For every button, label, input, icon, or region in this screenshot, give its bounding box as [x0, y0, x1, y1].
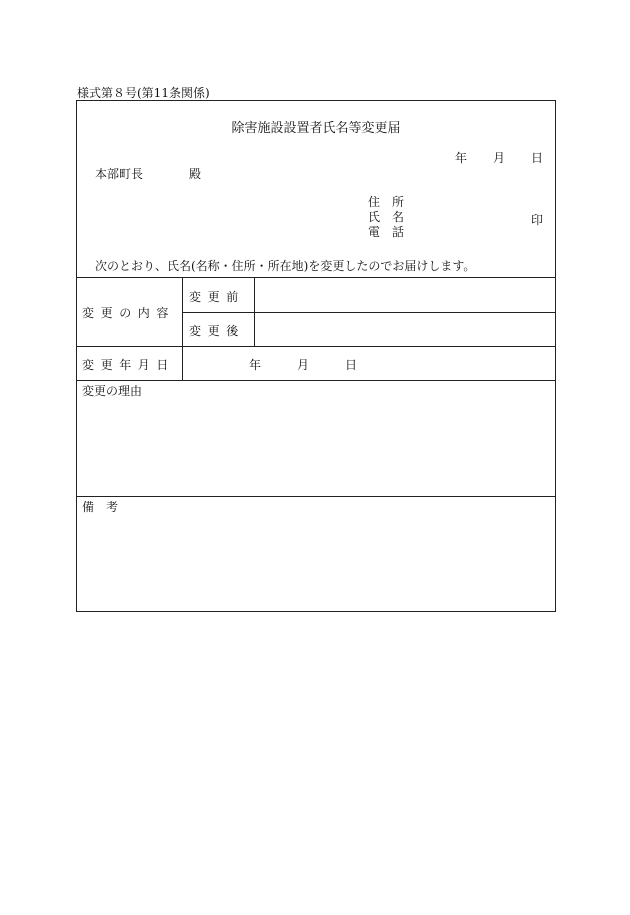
after-label: 変更後: [189, 324, 245, 338]
address-label: 住 所: [368, 195, 405, 209]
name-label: 氏 名: [368, 210, 405, 224]
date-year-label: 年: [454, 151, 467, 165]
before-label: 変更前: [189, 290, 245, 304]
submission-date: [455, 149, 543, 166]
addressee: [95, 165, 201, 182]
after-value-field[interactable]: [255, 313, 554, 345]
statement-text: 次のとおり、氏名(名称・住所・所在地)を変更したのでお届けします。: [95, 259, 476, 273]
change-date-day: 日: [345, 358, 358, 372]
form-number: 様式第８号(第11条関係): [77, 86, 210, 100]
reason-label: 変更の理由: [82, 384, 143, 398]
remarks-field[interactable]: [78, 515, 554, 609]
divider: [77, 496, 555, 497]
divider: [182, 277, 183, 380]
seal-mark: 印: [530, 213, 543, 227]
date-day-label: 日: [530, 151, 543, 165]
change-date-year: 年: [249, 358, 262, 372]
change-date-label: 変更年月日: [82, 358, 176, 372]
name-field[interactable]: [420, 210, 570, 224]
divider: [77, 380, 555, 381]
address-field[interactable]: [420, 195, 570, 209]
form-title: 除害施設設置者氏名等変更届: [231, 121, 401, 136]
change-date-month: 月: [297, 358, 310, 372]
date-month-label: 月: [492, 151, 505, 165]
divider: [77, 346, 555, 347]
remarks-label: 備 考: [82, 500, 119, 514]
notification-form: [76, 100, 556, 612]
addressee-name: 本部町長: [95, 167, 144, 181]
before-value-field[interactable]: [255, 278, 554, 311]
reason-field[interactable]: [78, 399, 554, 494]
change-content-label: 変更の内容: [82, 306, 176, 320]
addressee-honorific: 殿: [189, 167, 202, 181]
phone-field[interactable]: [420, 225, 570, 239]
phone-label: 電 話: [368, 225, 405, 239]
